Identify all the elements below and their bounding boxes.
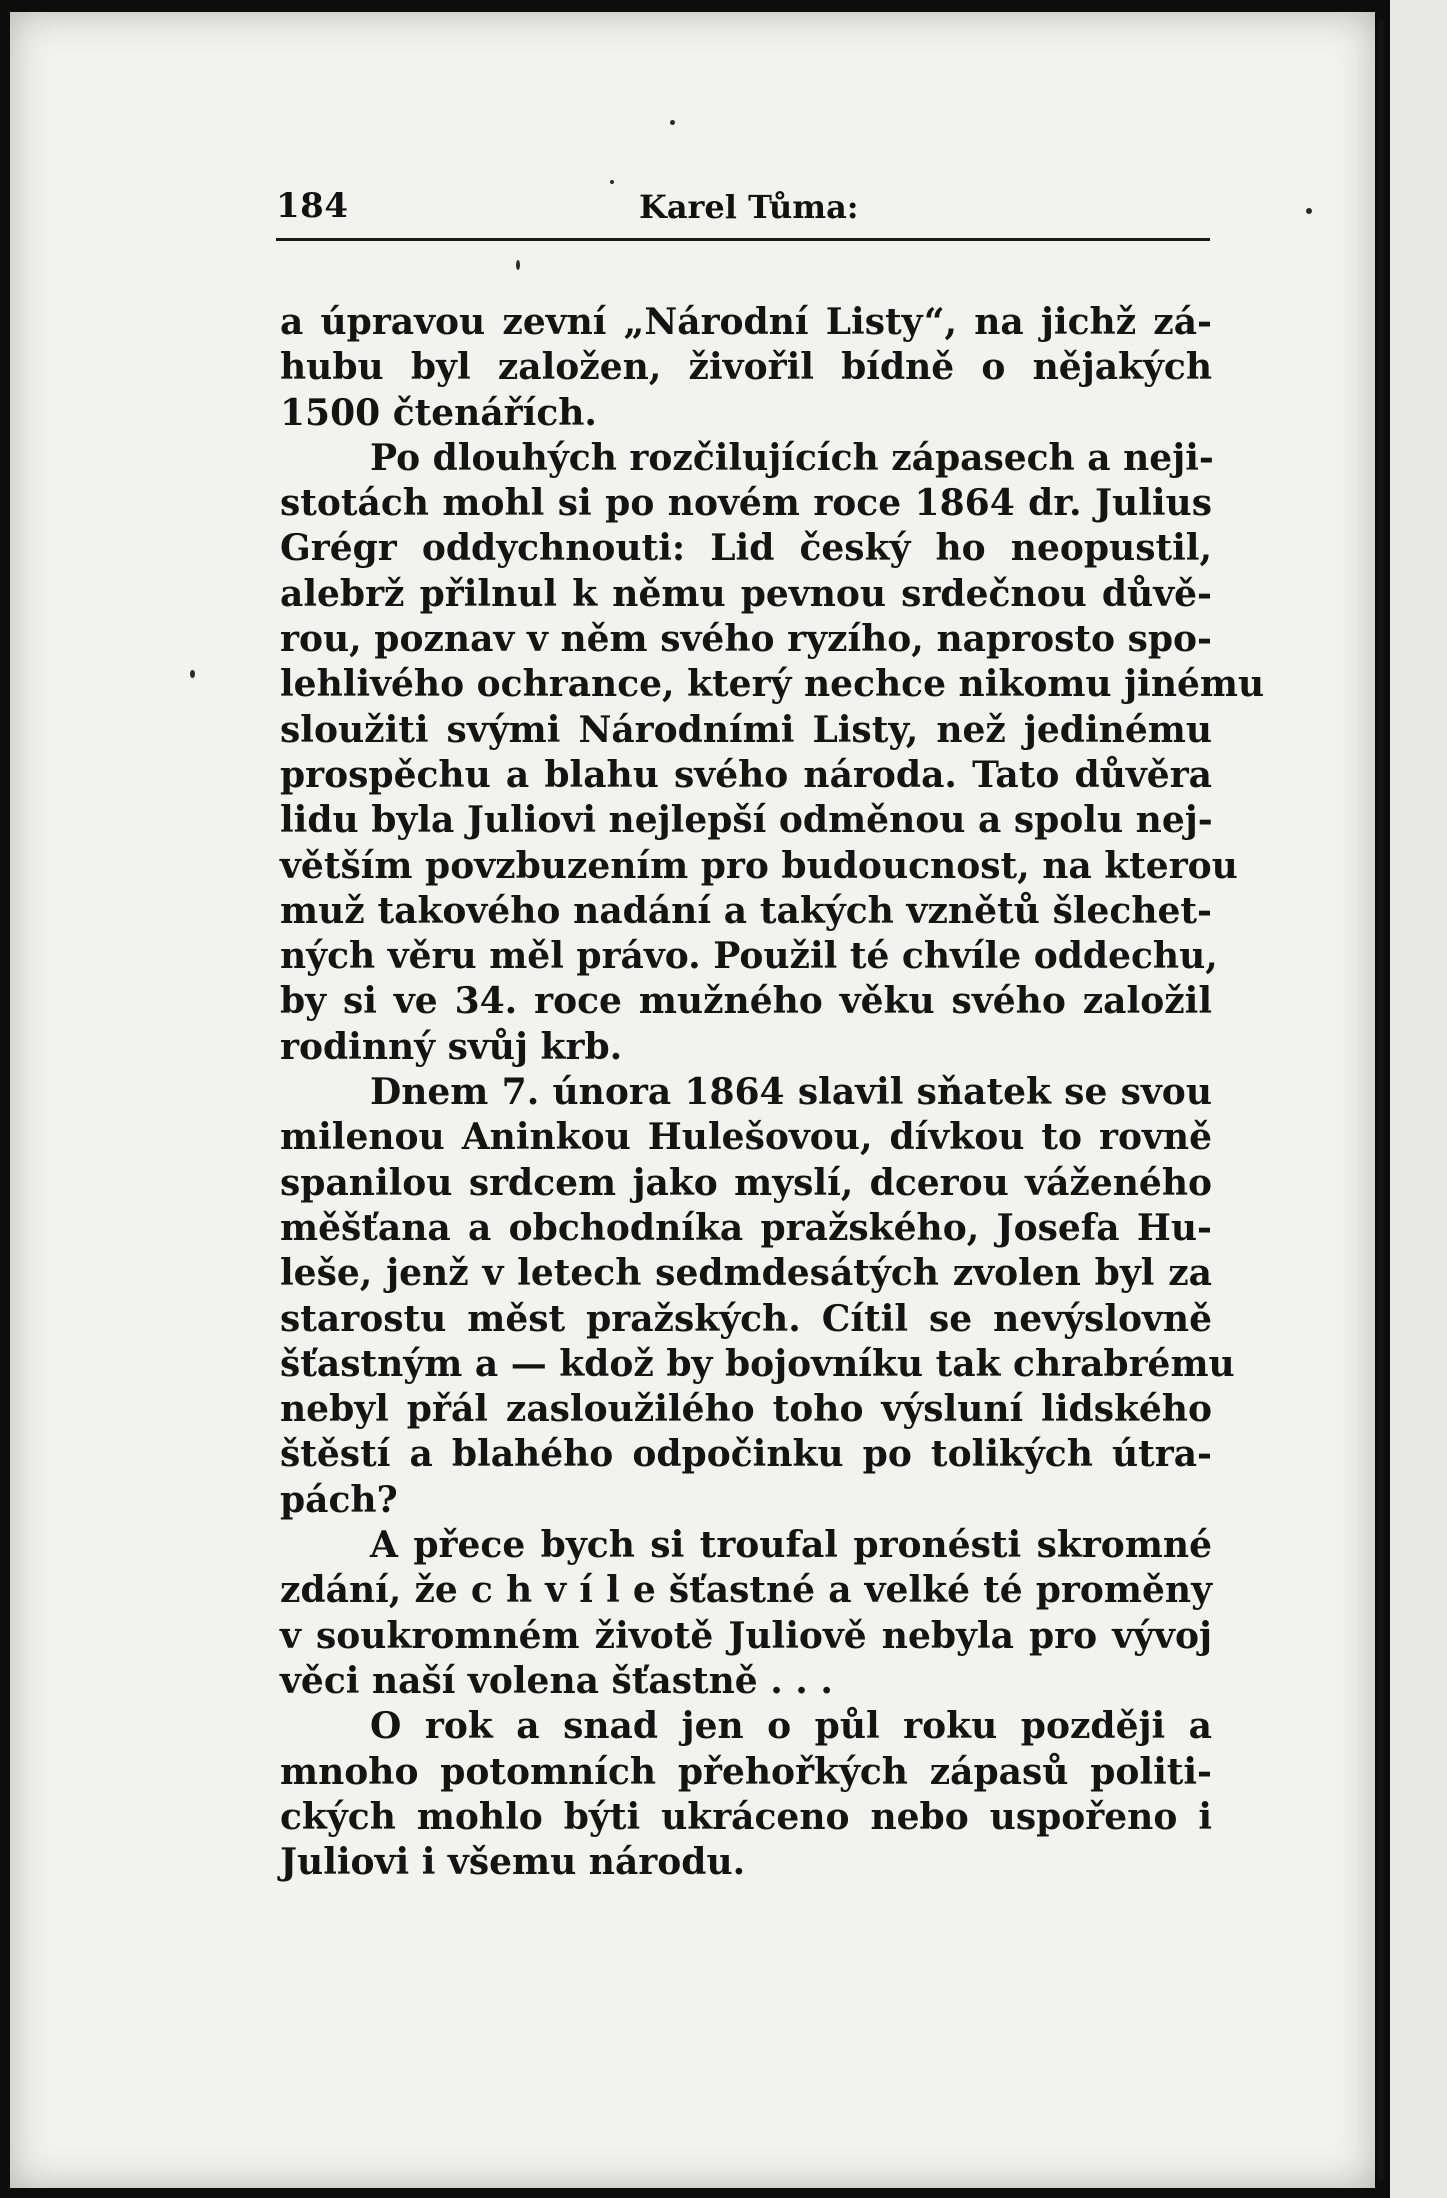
text-line: A přece bych si troufal pronésti skromné — [370, 1524, 1212, 1567]
text-line: Grégr oddychnouti: Lid český ho neopustil, — [280, 527, 1212, 570]
text-line: muž takového nadání a takých vznětů šlechet- — [280, 889, 1212, 932]
text-line: starostu měst pražských. Cítil se nevýslovně — [280, 1297, 1212, 1340]
text-line: ckých mohlo býti ukráceno nebo uspořeno i — [280, 1795, 1212, 1838]
text-line: 1500 čtenářích. — [280, 391, 597, 434]
page-number: 184 — [276, 186, 349, 226]
text-line: a úpravou zevní „Národní Listy“, na jichž zá- — [280, 301, 1212, 343]
text-line: lidu byla Juliovi nejlepší odměnou a spolu nej- — [280, 799, 1213, 842]
text-line: hubu byl založen, živořil bídně o nějakých — [280, 346, 1212, 389]
text-line: ných věru měl právo. Použil té chvíle oddechu, — [280, 935, 1218, 978]
running-head: Karel Tůma: — [639, 188, 859, 226]
ink-speck — [670, 120, 675, 125]
text-line: Juliovi i všemu národu. — [280, 1841, 746, 1884]
text-line: pách? — [280, 1478, 398, 1521]
adjacent-page-edge — [1390, 0, 1447, 2198]
ink-speck — [190, 670, 195, 678]
text-line: rou, poznav v něm svého ryzího, naprosto spo- — [280, 618, 1212, 661]
ink-speck — [1306, 208, 1312, 214]
text-line: měšťana a obchodníka pražského, Josefa Hu- — [280, 1206, 1212, 1249]
page-header — [276, 182, 1210, 241]
text-line: nebyl přál zasloužilého toho výsluní lidského — [280, 1388, 1212, 1431]
text-line: věci naší volena šťastně . . . — [280, 1659, 833, 1702]
text-line: šťastným a — kdož by bojovníku tak chrabrému — [280, 1342, 1235, 1385]
text-line: O rok a snad jen o půl roku později a — [370, 1705, 1212, 1748]
text-line: zdání, že c h v í l e šťastné a velké té proměny — [280, 1569, 1212, 1612]
text-line: sloužiti svými Národními Listy, než jedinému — [280, 708, 1212, 751]
body-text — [280, 300, 1265, 1885]
ink-speck — [516, 260, 520, 270]
text-line: rodinný svůj krb. — [280, 1025, 623, 1068]
page-edge-shadow — [1378, 20, 1384, 2180]
text-line: mnoho potomních přehořkých zápasů politi- — [280, 1750, 1212, 1793]
text-line: Dnem 7. února 1864 slavil sňatek se svou — [370, 1071, 1212, 1114]
text-line: alebrž přilnul k němu pevnou srdečnou důvě- — [280, 572, 1212, 615]
text-line: lehlivého ochrance, který nechce nikomu jinému — [280, 663, 1265, 706]
text-line: v soukromném životě Juliově nebyla pro vývoj — [280, 1614, 1212, 1657]
text-line: milenou Aninkou Hulešovou, dívkou to rovně — [280, 1116, 1212, 1159]
text-line: by si ve 34. roce mužného věku svého založil — [280, 980, 1212, 1023]
text-line: stotách mohl si po novém roce 1864 dr. Julius — [280, 482, 1212, 525]
text-line: větším povzbuzením pro budoucnost, na kterou — [280, 844, 1238, 887]
text-line: Po dlouhých rozčilujících zápasech a neji- — [370, 436, 1214, 479]
text-line: spanilou srdcem jako myslí, dcerou váženého — [280, 1161, 1212, 1204]
text-line: leše, jenž v letech sedmdesátých zvolen byl za — [280, 1252, 1212, 1295]
text-line: štěstí a blahého odpočinku po tolikých útra- — [280, 1433, 1212, 1476]
text-line: prospěchu a blahu svého národa. Tato důvěra — [280, 753, 1212, 796]
